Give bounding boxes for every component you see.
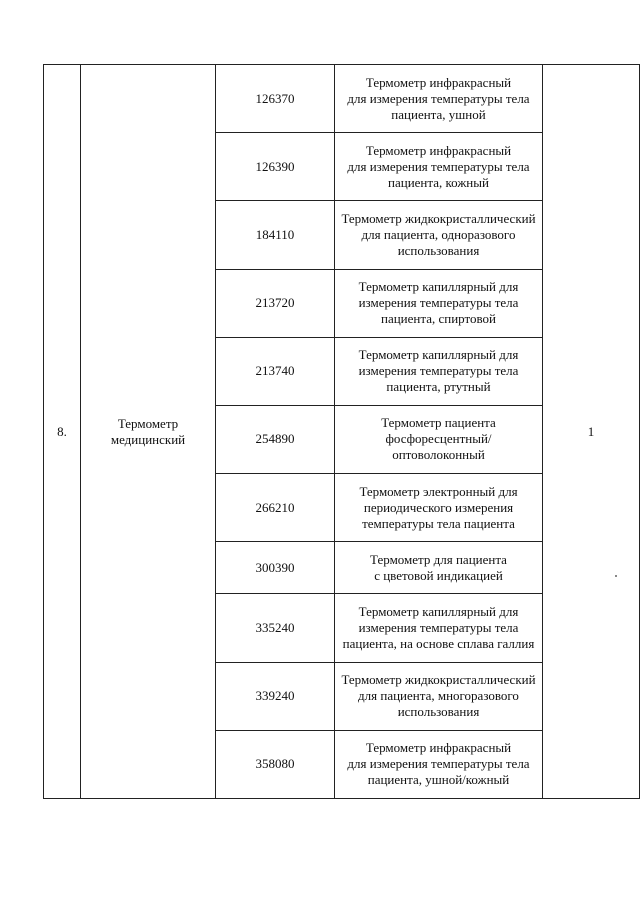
item-code: 266210	[255, 499, 295, 515]
code-cell	[216, 201, 335, 269]
code-cell	[216, 594, 335, 662]
code-cell	[216, 133, 335, 201]
item-description: Термометр инфракрасный для измерения температуры тела пациента, кожный	[347, 142, 530, 190]
description-cell	[335, 65, 543, 133]
item-code: 254890	[255, 431, 295, 447]
item-code: 213720	[255, 295, 295, 311]
item-code: 213740	[255, 363, 295, 379]
document-table-wrapper	[43, 64, 604, 799]
description-cell	[335, 201, 543, 269]
row-number: 8.	[57, 423, 67, 439]
quantity-cell	[543, 65, 640, 799]
item-code: 184110	[255, 226, 295, 242]
item-description: Термометр капиллярный для измерения температуры тела пациента, на основе сплава галлия	[342, 603, 535, 651]
row-number-cell	[44, 65, 81, 799]
code-cell	[216, 474, 335, 542]
item-code: 300390	[255, 559, 295, 575]
code-cell	[216, 542, 335, 594]
description-cell	[335, 269, 543, 337]
item-description: Термометр пациента фосфоресцентный/ оптоволоконный	[381, 415, 496, 463]
item-code: 358080	[255, 756, 295, 772]
item-description: Термометр жидкокристаллический для пациента, одноразового использования	[341, 210, 536, 258]
item-description: Термометр инфракрасный для измерения температуры тела пациента, ушной	[347, 74, 530, 122]
quantity-value: 1	[587, 423, 595, 439]
item-description: Термометр электронный для периодического измерения температуры тела пациента	[359, 483, 518, 531]
description-cell	[335, 662, 543, 730]
description-cell	[335, 730, 543, 798]
item-code: 126390	[255, 158, 295, 174]
code-cell	[216, 337, 335, 405]
description-cell	[335, 337, 543, 405]
scan-speck	[615, 575, 617, 577]
code-cell	[216, 405, 335, 473]
description-cell	[335, 594, 543, 662]
description-cell	[335, 542, 543, 594]
item-code: 335240	[255, 619, 295, 635]
group-name: Термометр медицинский	[110, 415, 186, 447]
item-code: 126370	[255, 90, 295, 106]
group-name-cell	[81, 65, 216, 799]
item-description: Термометр капиллярный для измерения температуры тела пациента, спиртовой	[358, 279, 519, 327]
item-description: Термометр жидкокристаллический для пациента, многоразового использования	[341, 672, 536, 720]
description-cell	[335, 133, 543, 201]
code-cell	[216, 269, 335, 337]
item-description: Термометр капиллярный для измерения температуры тела пациента, ртутный	[358, 347, 519, 395]
code-cell	[216, 730, 335, 798]
item-description: Термометр инфракрасный для измерения температуры тела пациента, ушной/кожный	[347, 740, 530, 788]
medical-devices-table	[43, 64, 640, 799]
description-cell	[335, 405, 543, 473]
item-description: Термометр для пациента с цветовой индикацией	[370, 551, 507, 583]
code-cell	[216, 65, 335, 133]
table-row	[44, 65, 640, 133]
description-cell	[335, 474, 543, 542]
item-code: 339240	[255, 688, 295, 704]
code-cell	[216, 662, 335, 730]
